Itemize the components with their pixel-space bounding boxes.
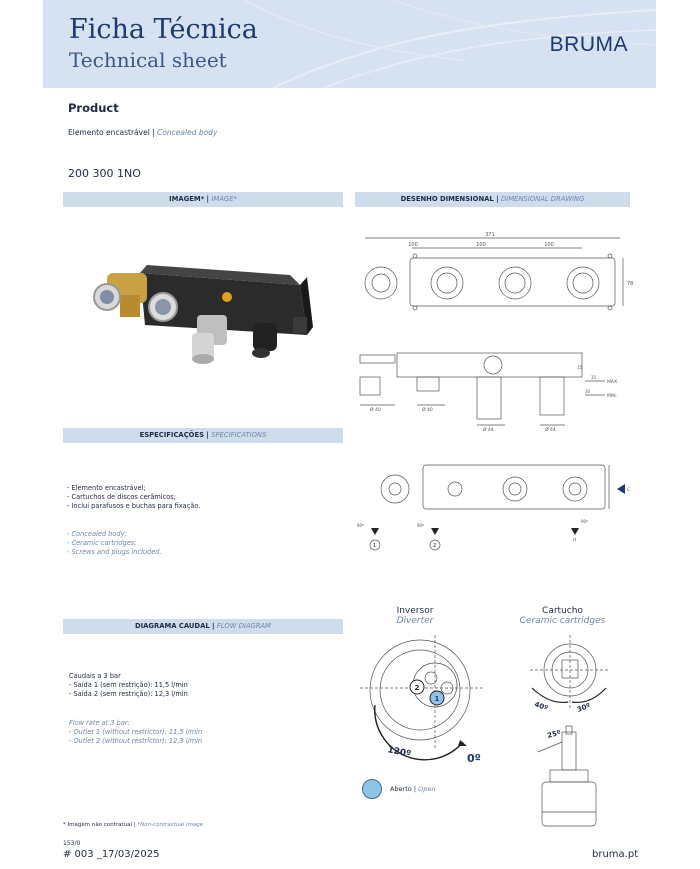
diverter-pos-1: 1 (434, 695, 440, 703)
diverter-diagram (355, 630, 495, 765)
dimensional-drawing-side (355, 345, 630, 435)
dim-d2: Ø 40 (422, 408, 433, 413)
cartridge-angle-a: 40º (533, 700, 549, 713)
cartridge-angle-b: 30º (575, 701, 592, 714)
section-drawing-en: DIMENSIONAL DRAWING (500, 195, 585, 203)
section-flow-bar: DIAGRAMA CAUDAL | FLOW DIAGRAM (63, 619, 343, 634)
section-flow-pt: DIAGRAMA CAUDAL (134, 622, 210, 630)
dim-c: 100 (544, 242, 554, 248)
product-image (85, 255, 315, 375)
footer-note: * Imagem não contratual | *Non-contractual image (63, 822, 204, 828)
spec-pt-item: - Inclui parafusos e buchas para fixação. (67, 502, 201, 510)
diverter-title-en: Diverter (396, 616, 434, 626)
cartridge-side-diagram (528, 722, 613, 832)
flow-pt-list (69, 672, 188, 699)
section-drawing-bar: DESENHO DIMENSIONAL | DIMENSIONAL DRAWING (355, 192, 630, 207)
legend-open-pt: Aberto (390, 785, 412, 793)
product-heading: Product (68, 101, 119, 115)
cartridge-title: Cartucho (542, 606, 583, 616)
flow-en-list (69, 719, 202, 746)
angle-1: 90º (357, 523, 364, 528)
product-type: Elemento encastrável | Concealed body (68, 128, 218, 137)
dim-a: 100 (408, 242, 418, 248)
section-image-bar: IMAGEM* | IMAGE* (63, 192, 343, 207)
cartridge-angle-c: 25º (546, 728, 562, 740)
specs-en-list (67, 530, 162, 557)
diverter-caption (375, 606, 455, 626)
dimensional-drawing-front (355, 455, 630, 560)
flow-en-item: - Outlet 2 (without restrictor): 12,3 l/min (69, 737, 203, 745)
spec-en-item: - Screws and plugs included. (67, 548, 162, 556)
section-specs-pt: ESPECIFICAÇÕES (139, 431, 204, 439)
title-en: Technical sheet (69, 48, 227, 72)
label-max: MÁX. (607, 380, 619, 385)
flow-en-item: - Outlet 1 (without restrictor): 11,5 l/min (69, 728, 203, 736)
title-pt: Ficha Técnica (69, 14, 258, 45)
product-code: 200 300 1NO (68, 167, 141, 180)
legend-open-en: Open (418, 785, 436, 793)
diverter-zero: 0º (467, 752, 481, 765)
label-h: H (573, 538, 577, 543)
section-image-pt: IMAGEM* (169, 195, 205, 203)
footer-site[interactable]: bruma.pt (592, 849, 639, 860)
legend-open-label: Aberto | Open (390, 785, 436, 793)
spec-pt-item: - Elemento encastrável; (67, 484, 146, 492)
header-banner (43, 0, 656, 88)
dim-total: 371 (485, 232, 495, 238)
footer-ref: 153/0 (63, 840, 81, 847)
dim-d1: Ø 40 (370, 408, 381, 413)
diverter-angle: 120º (386, 745, 412, 760)
section-flow-en: FLOW DIAGRAM (216, 622, 272, 630)
section-image-en: IMAGE* (211, 195, 237, 203)
dimensional-drawing-top (355, 228, 634, 328)
product-type-en: Concealed body (157, 128, 218, 137)
dim-v2: 30 (585, 389, 591, 394)
label-1: 1 (373, 543, 377, 549)
dim-height: 78 (627, 281, 634, 287)
diverter-pos-2: 2 (414, 684, 420, 692)
spec-pt-item: - Cartuchos de discos cerâmicos; (67, 493, 176, 501)
angle-3: 90º (581, 519, 588, 524)
product-type-pt: Elemento encastrável (68, 128, 150, 137)
legend-open-swatch (362, 779, 382, 799)
label-2: 2 (433, 543, 437, 549)
dim-v3: 35 (591, 375, 597, 380)
dim-v1: 15 (577, 365, 583, 370)
label-c: C (627, 488, 631, 493)
cartridge-title-en: Ceramic cartridges (519, 616, 606, 626)
flow-pt-item: - Saída 1 (sem restrição): 11,5 l/min (69, 681, 188, 689)
dim-b: 100 (476, 242, 486, 248)
dim-d4: Ø 44 (545, 428, 556, 433)
footer-rev: # 003 _17/03/2025 (63, 849, 160, 860)
flow-pt-item: Caudais a 3 bar (69, 672, 121, 680)
spec-en-item: - Concealed body; (67, 530, 127, 538)
section-drawing-pt: DESENHO DIMENSIONAL (400, 195, 494, 203)
footer-note-pt: * Imagem não contratual (63, 822, 133, 828)
spec-en-item: - Ceramic cartridges; (67, 539, 137, 547)
section-specs-en: SPECIFICATIONS (211, 431, 267, 439)
section-specs-bar: ESPECIFICAÇÕES | SPECIFICATIONS (63, 428, 343, 443)
label-min: MIN. (607, 394, 618, 399)
cartridge-top-diagram (520, 630, 620, 725)
dim-d3: Ø 44 (483, 428, 494, 433)
flow-pt-item: - Saída 2 (sem restrição): 12,3 l/min (69, 690, 188, 698)
angle-2: 90º (417, 523, 424, 528)
specs-pt-list (67, 484, 200, 511)
diverter-title: Inversor (396, 606, 434, 616)
brand-logo: BRUMA (549, 33, 628, 56)
footer-note-en: *Non-contractual image (137, 822, 204, 828)
flow-en-item: Flow rate at 3 bar: (69, 719, 130, 727)
cartridge-caption (515, 606, 610, 626)
